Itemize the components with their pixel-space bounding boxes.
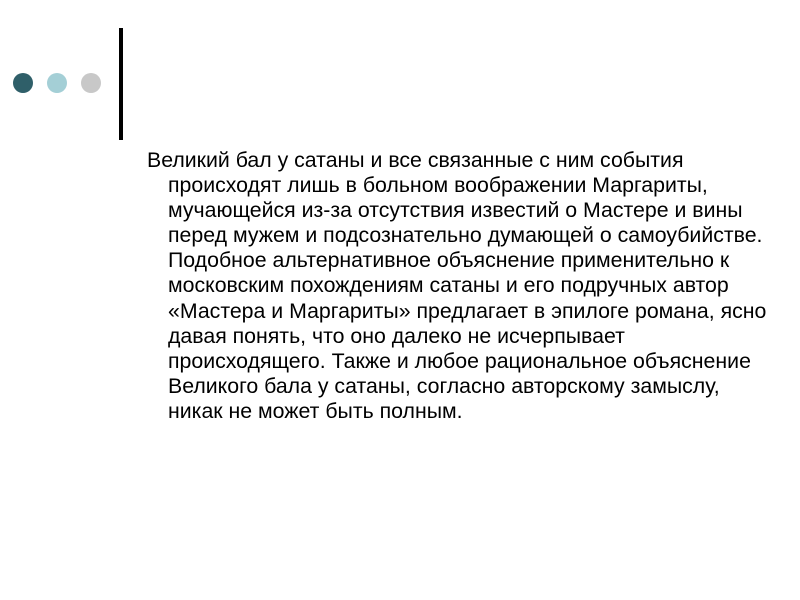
- slide-body-text: Великий бал у сатаны и все связанные с ним события происходят лишь в больном воображении Маргариты, мучающейся из-за отсутствия известий о Мастере и вины перед мужем и подсознательно думающей о самоубийстве. Подобное альтернативное объяснение применительно к московским похождениям сатаны и его подручных автор «Мастера и Маргариты» предлагает в эпилоге романа, ясно давая понять, что оно далеко не исчерпывает происходящего. Также и любое рациональное объяснение Великого бала у сатаны, согласно авторскому замыслу, никак не может быть полным.: [147, 148, 767, 423]
- decorative-dot-dark: [13, 73, 33, 93]
- decorative-vertical-line: [119, 28, 123, 140]
- decorative-dot-light: [47, 73, 67, 93]
- decorative-dot-gray: [81, 73, 101, 93]
